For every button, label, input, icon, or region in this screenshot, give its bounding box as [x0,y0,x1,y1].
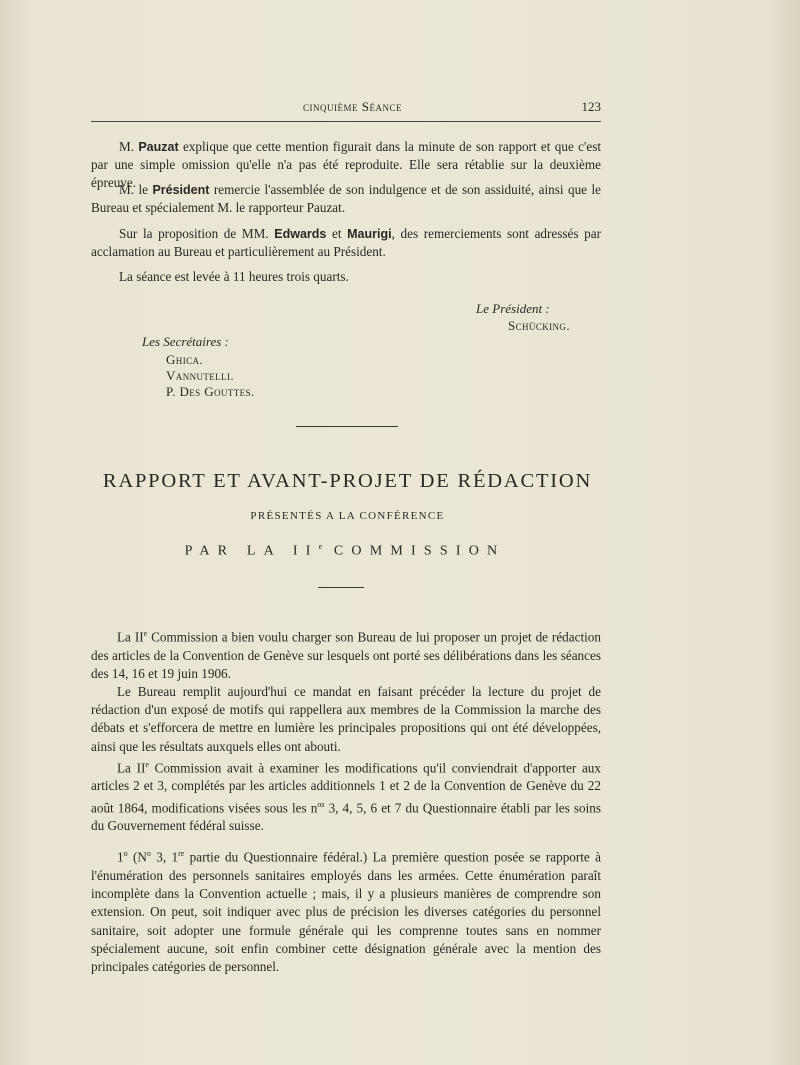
text: remercie l'assemblée de son indulgence et de son assiduité, ainsi que le Bureau et spécialement M. le rapporteur Pauzat. [91,182,602,215]
section-divider [296,426,398,427]
report-paragraph [91,625,601,683]
text: 1 [117,849,124,865]
superscript: o [146,849,151,859]
secretaries-label: Les Secrétaires : [142,334,229,349]
text: COMMISSION [322,543,506,559]
text: M. le [119,182,153,197]
president-label: Le Président : [476,301,550,316]
president-name: Schücking. [508,318,570,333]
superscript: re [178,849,185,859]
superscript: os [317,799,325,809]
text: partie du Questionnaire fédéral.) La première question posée se rapporte à l'énumération des personnels sanitaires employés dans les armées. Cette énumération paraît incomplète dans la Convention actuelle ; mais, il y a plusieurs manières de comprendre son extension. On peut, soit indiquer avec plus de précision les diverses catégories du personnel sanitaire, soit adopter une formule générale qui les comprenne toutes sans en nommer spécialement aucune, soit enfin combiner cette désignation générale avec la mention des principales catégories de personnel. [91,849,602,975]
superscript: o [123,849,128,859]
section-subtitle-commission [0,542,690,560]
text: (N [127,849,147,865]
speaker-name: Pauzat [138,140,179,154]
text: et [326,226,348,241]
text: Commission a bien voulu charger son Bureau de lui proposer un projet de rédaction des articles de la Convention de Genève sur lesquels ont porté ses délibérations dans les séances des 14, 16 et 19 juin 1906. [91,629,601,681]
paragraph-president [91,181,601,217]
running-title: cinquième Séance [303,99,402,114]
text: Sur la proposition de MM. [119,226,275,241]
speaker-name: Maurigi [347,227,392,241]
text: 3, 1 [150,849,179,865]
report-paragraph: Le Bureau remplit aujourd'hui ce mandat en faisant précéder la lecture du projet de rédaction d'un exposé de motifs qui rappellera aux membres de la Commission la marche des débats et s'efforcera de mettre en lumière les principales propositions qui ont été développées, ainsi que les résultats auxquels elles ont abouti. [91,684,601,754]
superscript: e [318,542,323,551]
secretary-name: Ghica. [166,352,204,367]
text: , des remerciements sont adressés par acclamation au Bureau et particulièrement au Président. [91,226,601,259]
text: PAR LA II [184,543,319,559]
text: La II [117,629,144,645]
short-divider [318,587,364,588]
secretary-name: Vannutelli. [166,368,235,383]
text: explique que cette mention figurait dans la minute de son rapport et que c'est par une simple omission qu'elle n'a pas été reproduite. Elle sera rétablie sur la deuxième épreuve. [91,139,601,190]
text: M. [119,139,139,154]
report-paragraph [91,845,601,976]
speaker-name: Président [152,183,210,197]
paragraph-thanks [91,225,601,261]
speaker-name: Edwards [274,227,327,241]
paragraph-closing: La séance est levée à 11 heures trois quarts. [119,269,349,284]
superscript: e [145,759,149,769]
secretary-name: P. Des Gouttes. [166,384,255,399]
text: La II [117,760,146,776]
page-number: 123 [581,99,601,114]
section-subtitle: PRÉSENTÉS A LA CONFÉRENCE [250,510,445,522]
report-body [91,625,601,976]
report-paragraph [91,756,601,836]
text: 3, 4, 5, 6 et 7 du Questionnaire établi par les soins du Gouvernement fédéral suisse. [91,800,601,834]
superscript: e [143,629,148,638]
section-title: RAPPORT ET AVANT-PROJET DE RÉDACTION [102,470,593,492]
page-header [91,99,601,115]
header-rule [91,121,601,122]
text: Commission avait à examiner les modifications qu'il conviendrait d'apporter aux articles 2 et 3, complétés par les articles additionnels 1 et 2 de la Convention de Genève du 22 août 1864, modifications visées sous les n [91,760,601,815]
